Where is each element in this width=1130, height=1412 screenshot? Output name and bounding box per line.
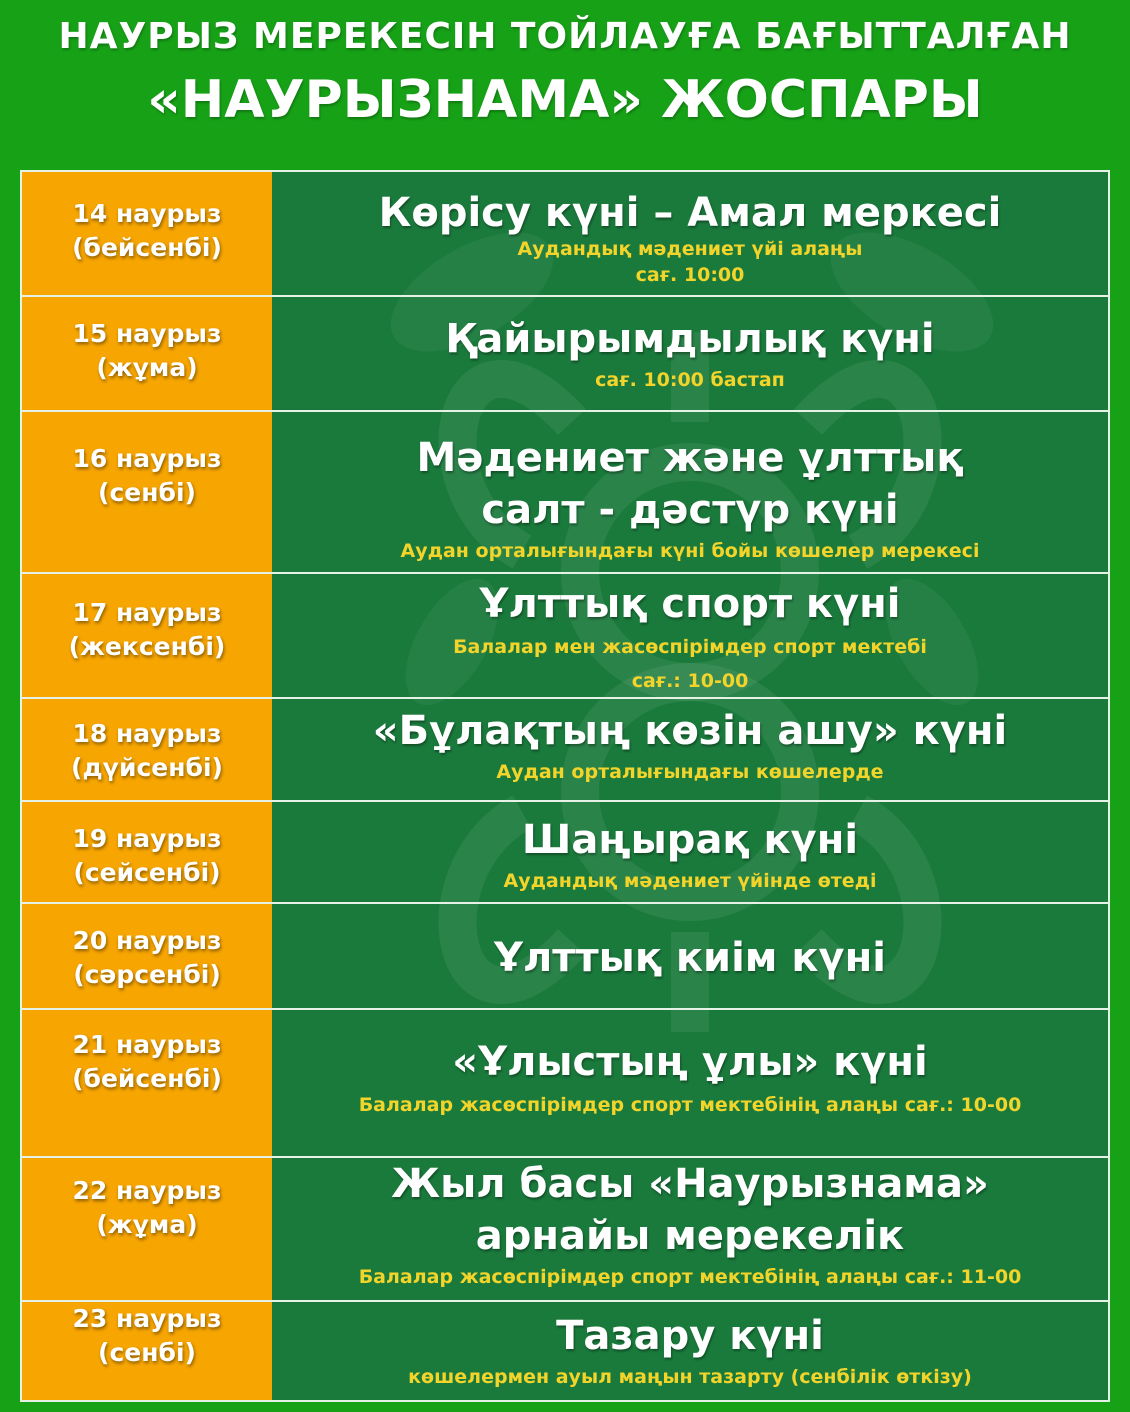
event-location: Балалар жасөспірімдер спорт мектебінің алаңы сағ.: 11-00	[358, 1266, 1022, 1288]
weekday-label: (бейсенбі)	[72, 233, 222, 262]
event-cell	[272, 699, 1108, 800]
event-location: Балалар жасөспірімдер спорт мектебінің алаңы сағ.: 10-00	[358, 1094, 1022, 1116]
event-location: Аудан орталығындағы көшелерде	[496, 761, 884, 783]
weekday-label: (сенбі)	[98, 478, 196, 507]
date-label: 14 наурыз	[72, 199, 222, 228]
schedule-row	[22, 699, 1108, 802]
event-location: сағ. 10:00 бастап	[595, 369, 785, 391]
event-cell	[272, 172, 1108, 295]
schedule-row	[22, 802, 1108, 904]
event-title: «Ұлыстың ұлы» күні	[452, 1039, 928, 1085]
schedule-row	[22, 1302, 1108, 1400]
date-cell	[22, 172, 272, 295]
date-cell	[22, 904, 272, 1008]
event-time: сағ. 10:00	[635, 264, 745, 286]
event-time: сағ.: 10-00	[631, 670, 749, 692]
date-cell	[22, 699, 272, 800]
schedule-row	[22, 904, 1108, 1010]
weekday-label: (сейсенбі)	[73, 858, 221, 887]
date-label: 22 наурыз	[72, 1176, 222, 1205]
date-cell	[22, 802, 272, 902]
date-cell	[22, 1302, 272, 1400]
event-title: Қайырымдылық күні	[445, 316, 935, 362]
schedule-table	[20, 170, 1110, 1402]
event-title: «Бұлақтың көзін ашу» күні	[372, 708, 1008, 754]
event-cell	[272, 802, 1108, 902]
event-title: Ұлттық спорт күні	[479, 581, 901, 627]
event-cell	[272, 1158, 1108, 1300]
date-cell	[22, 1158, 272, 1300]
date-label: 20 наурыз	[72, 926, 222, 955]
schedule-row	[22, 172, 1108, 297]
event-cell	[272, 904, 1108, 1008]
weekday-label: (сенбі)	[98, 1338, 196, 1367]
page-title-line-1: НАУРЫЗ МЕРЕКЕСІН ТОЙЛАУҒА БАҒЫТТАЛҒАН	[58, 16, 1072, 57]
schedule-row	[22, 574, 1108, 699]
event-cell	[272, 1302, 1108, 1400]
event-location: Аудандық мәдениет үйі алаңы	[517, 238, 863, 260]
weekday-label: (сәрсенбі)	[73, 960, 221, 989]
event-cell	[272, 412, 1108, 572]
date-label: 17 наурыз	[72, 598, 222, 627]
page-header	[0, 0, 1130, 170]
event-title: Ұлттық киім күні	[494, 935, 886, 981]
page-title-line-2: «НАУРЫЗНАМА» ЖОСПАРЫ	[147, 70, 983, 130]
date-cell	[22, 574, 272, 697]
event-title: Тазару күні	[556, 1313, 824, 1359]
date-cell	[22, 412, 272, 572]
date-label: 19 наурыз	[72, 824, 222, 853]
weekday-label: (бейсенбі)	[72, 1064, 222, 1093]
event-cell	[272, 297, 1108, 410]
event-location: Аудандық мәдениет үйінде өтеді	[503, 870, 877, 892]
event-location: Аудан орталығындағы күні бойы көшелер мерекесі	[400, 540, 980, 562]
weekday-label: (дүйсенбі)	[71, 753, 223, 782]
date-label: 18 наурыз	[72, 719, 222, 748]
event-title: Шаңырақ күні	[521, 817, 859, 863]
date-cell	[22, 297, 272, 410]
event-cell	[272, 574, 1108, 697]
date-label: 21 наурыз	[72, 1030, 222, 1059]
date-label: 23 наурыз	[72, 1304, 222, 1333]
event-location: көшелермен ауыл маңын тазарту (сенбілік өткізу)	[408, 1366, 972, 1388]
date-label: 15 наурыз	[72, 319, 222, 348]
date-cell	[22, 1010, 272, 1156]
weekday-label: (жұма)	[96, 353, 198, 382]
weekday-label: (жексенбі)	[68, 632, 226, 661]
schedule-row	[22, 412, 1108, 574]
weekday-label: (жұма)	[96, 1210, 198, 1239]
event-title: Мәдениет және ұлттық салт - дәстүр күні	[416, 435, 964, 533]
date-label: 16 наурыз	[72, 444, 222, 473]
schedule-row	[22, 1010, 1108, 1158]
schedule-row	[22, 1158, 1108, 1302]
event-location: Балалар мен жасөспірімдер спорт мектебі	[453, 636, 927, 658]
event-title: Көрісу күні – Амал меркесі	[378, 190, 1002, 236]
event-cell	[272, 1010, 1108, 1156]
schedule-row	[22, 297, 1108, 412]
event-title: Жыл басы «Наурызнама» арнайы мерекелік	[391, 1161, 989, 1259]
